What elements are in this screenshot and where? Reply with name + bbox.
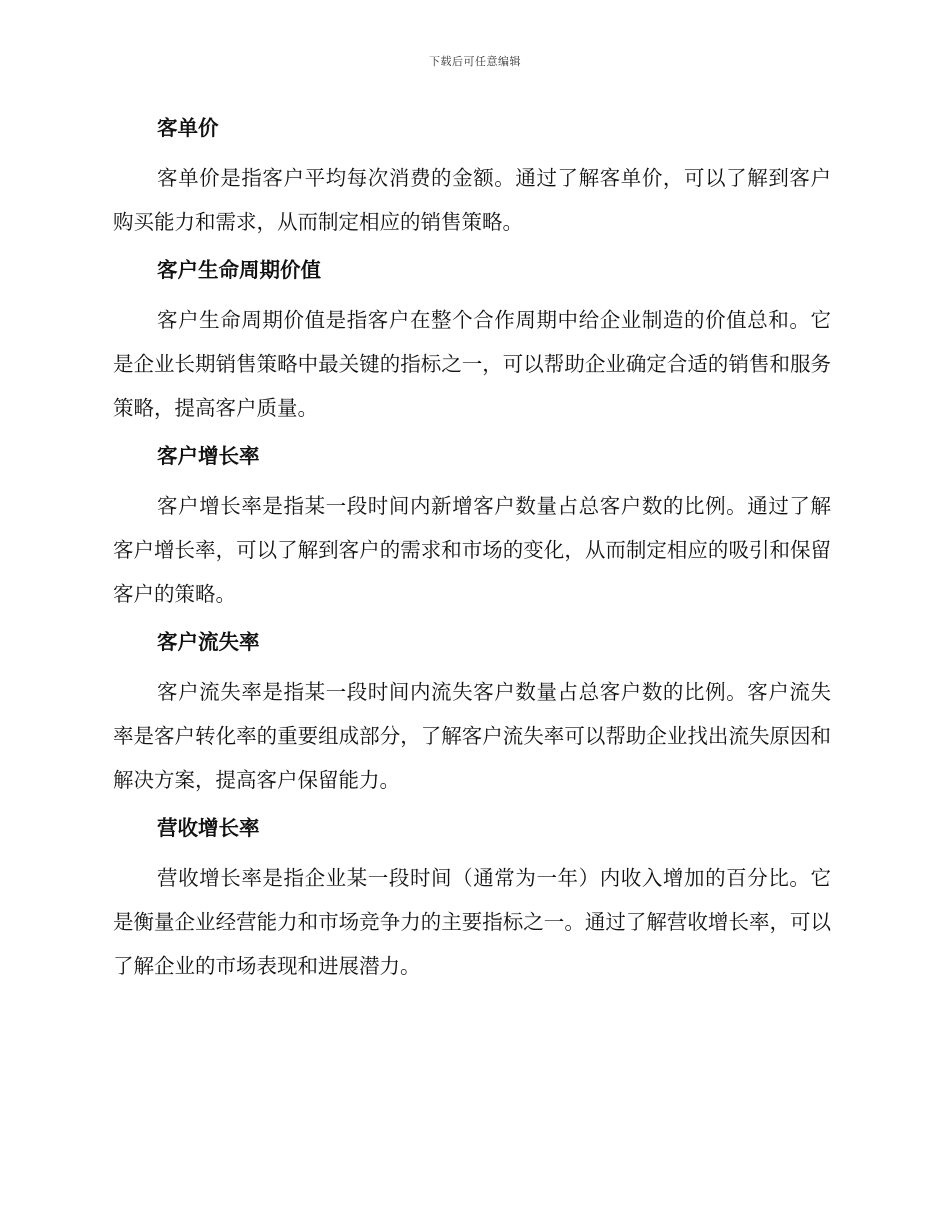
section-heading: 客户增长率 xyxy=(157,444,260,468)
section-customer-growth-rate xyxy=(113,440,831,616)
section-paragraph: 客户增长率是指某一段时间内新增客户数量占总客户数的比例。通过了解客户增长率，可以了解到客户的需求和市场的变化，从而制定相应的吸引和保留客户的策略。 xyxy=(113,494,831,606)
section-heading: 客户流失率 xyxy=(157,630,260,654)
section-customer-churn-rate xyxy=(113,626,831,802)
section-paragraph: 客单价是指客户平均每次消费的金额。通过了解客单价，可以了解到客户购买能力和需求，从而制定相应的销售策略。 xyxy=(113,166,831,234)
section-heading: 客单价 xyxy=(157,116,219,140)
section-heading: 营收增长率 xyxy=(157,816,260,840)
section-heading: 客户生命周期价值 xyxy=(157,258,321,282)
document-content xyxy=(113,112,831,998)
section-customer-lifetime-value xyxy=(113,254,831,430)
section-paragraph: 客户流失率是指某一段时间内流失客户数量占总客户数的比例。客户流失率是客户转化率的重要组成部分，了解客户流失率可以帮助企业找出流失原因和解决方案，提高客户保留能力。 xyxy=(113,680,831,792)
section-revenue-growth-rate xyxy=(113,812,831,988)
section-paragraph: 客户生命周期价值是指客户在整个合作周期中给企业制造的价值总和。它是企业长期销售策略中最关键的指标之一，可以帮助企业确定合适的销售和服务策略，提高客户质量。 xyxy=(113,308,831,420)
page-header-note: 下载后可任意编辑 xyxy=(429,55,521,68)
section-average-order-value xyxy=(113,112,831,244)
section-paragraph: 营收增长率是指企业某一段时间（通常为一年）内收入增加的百分比。它是衡量企业经营能力和市场竞争力的主要指标之一。通过了解营收增长率，可以了解企业的市场表现和进展潜力。 xyxy=(113,866,831,978)
